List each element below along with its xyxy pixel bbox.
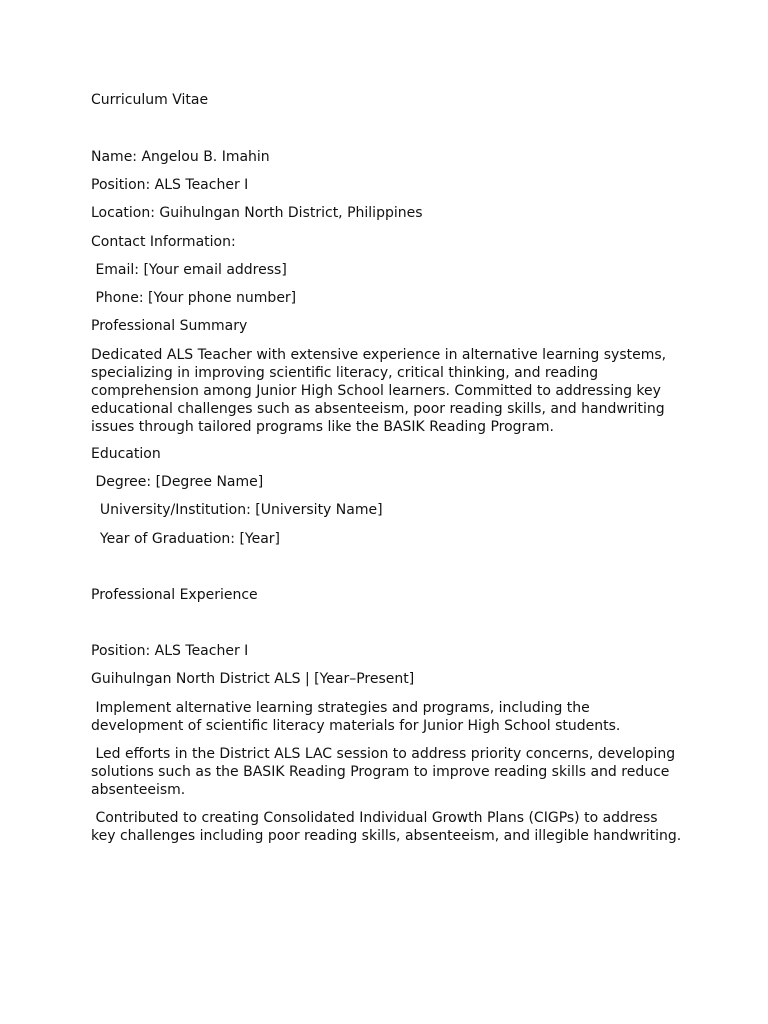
location-line: Location: Guihulngan North District, Philippines [91,205,423,221]
name-line: Name: Angelou B. Imahin [91,149,270,165]
contact-heading: Contact Information: [91,234,236,250]
summary-heading: Professional Summary [91,318,248,334]
graduation-line: Year of Graduation: [Year] [91,531,281,547]
degree-line: Degree: [Degree Name] [91,474,264,490]
experience-bullet: Implement alternative learning strategies and programs, including the development of scientific literacy materials for Junior High School students. [91,700,621,734]
education-heading: Education [91,446,161,462]
experience-bullet: Contributed to creating Consolidated Individual Growth Plans (CIGPs) to address key challenges including poor reading skills, absenteeism, and illegible handwriting. [91,810,682,844]
university-line: University/Institution: [University Name] [91,502,383,518]
experience-position-line: Position: ALS Teacher I [91,643,249,659]
document-title: Curriculum Vitae [91,92,209,108]
experience-organization-line: Guihulngan North District ALS | [Year–Present] [91,671,415,687]
experience-bullet: Led efforts in the District ALS LAC session to address priority concerns, developing solutions such as the BASIK Reading Program to improve reading skills and reduce absenteeism. [91,746,676,798]
phone-line: Phone: [Your phone number] [91,290,297,306]
experience-heading: Professional Experience [91,587,258,603]
email-line: Email: [Your email address] [91,262,287,278]
summary-text: Dedicated ALS Teacher with extensive experience in alternative learning systems, specializing in improving scientific literacy, critical thinking, and reading comprehension among Junior High School learners. Committed to addressing key educational challenges such as absenteeism, poor reading skills, and handwriting issues through tailored programs like the BASIK Reading Program. [91,347,667,435]
position-line: Position: ALS Teacher I [91,177,249,193]
